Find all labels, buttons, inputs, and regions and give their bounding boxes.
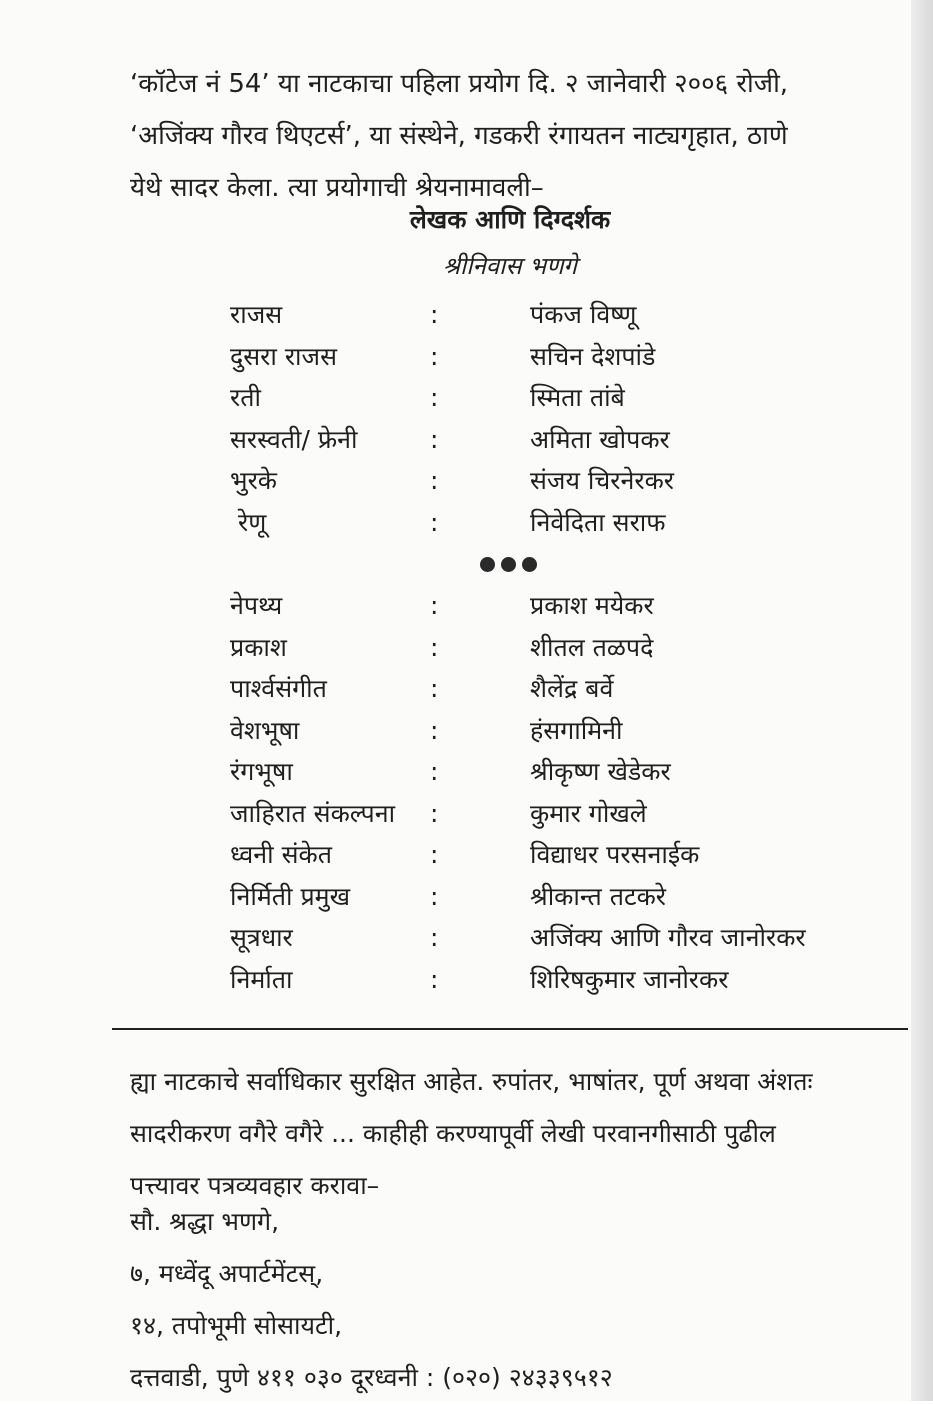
cast-row: [230, 377, 870, 419]
crew-row: [230, 917, 870, 959]
separator: :: [430, 341, 439, 371]
dot: [480, 557, 495, 572]
person-name: निवेदिता सराफ: [530, 507, 666, 537]
person-name: अमिता खोपकर: [530, 424, 670, 454]
role-label: रंगभूषा: [230, 757, 293, 786]
separator: :: [430, 840, 439, 869]
person-name: श्रीकान्त तटकरे: [530, 881, 667, 911]
person-name: पंकज विष्णू: [530, 300, 637, 329]
rights-notice: [130, 1056, 910, 1212]
dot: [522, 557, 537, 572]
crew-row: [230, 585, 870, 627]
credits-heading: लेखक आणि दिग्दर्शक: [409, 205, 611, 234]
person-name: प्रकाश मयेकर: [530, 591, 654, 620]
person-name: संजय चिरनेरकर: [530, 466, 674, 495]
role-label: निर्मिती प्रमुख: [230, 881, 351, 911]
role-label: सूत्रधार: [230, 923, 293, 952]
person-name: शिरिषकुमार जानोरकर: [530, 964, 729, 994]
role-label: निर्माता: [230, 964, 293, 994]
role-label: रती: [230, 383, 261, 412]
role-label: पार्श्वसंगीत: [230, 674, 327, 703]
address-line: ७, मध्वेंदू अपार्टमेंटस्,: [130, 1259, 324, 1288]
separator: :: [430, 383, 439, 412]
role-label: दुसरा राजस: [230, 341, 337, 371]
intro-paragraph: [130, 58, 900, 214]
role-label: ध्वनी संकेत: [230, 840, 332, 869]
role-label: जाहिरात संकल्पना: [230, 798, 396, 828]
crew-row: [230, 793, 870, 835]
separator: :: [430, 674, 439, 703]
intro-line: येथे सादर केला. त्या प्रयोगाची श्रेयनामावली–: [130, 173, 544, 203]
crew-row: [230, 959, 870, 1001]
contact-address: [130, 1196, 613, 1404]
separator: :: [430, 798, 439, 828]
intro-line: ‘अजिंक्य गौरव थिएटर्स’, या संस्थेने, गडकरी रंगायतन नाट्यगृहात, ठाणे: [130, 121, 788, 151]
rights-line: सादरीकरण वगैरे वगैरे ... काहीही करण्यापूर्वी लेखी परवानगीसाठी पुढील: [130, 1119, 776, 1148]
person-name: विद्याधर परसनाईक: [530, 840, 700, 869]
role-label: प्रकाश: [230, 632, 287, 662]
horizontal-rule: [112, 1028, 908, 1030]
rights-line: ह्या नाटकाचे सर्वाधिकार सुरक्षित आहेत. रुपांतर, भाषांतर, पूर्ण अथवा अंशतः: [130, 1067, 813, 1096]
cast-row: [230, 502, 870, 544]
director-name: श्रीनिवास भणगे: [443, 252, 577, 280]
person-name: श्रीकृष्ण खेडेकर: [530, 757, 671, 786]
address-line: १४, तपोभूमी सोसायटी,: [130, 1311, 343, 1340]
crew-row: [230, 668, 870, 710]
crew-row: [230, 710, 870, 752]
address-line: दत्तवाडी, पुणे ४११ ०३० दूरध्वनी : (०२०) २४३३९५१२: [130, 1363, 613, 1392]
separator: :: [430, 632, 439, 662]
person-name: शैलेंद्र बर्वे: [530, 674, 614, 703]
separator: :: [430, 757, 439, 786]
role-label: वेशभूषा: [230, 715, 300, 745]
cast-row: [230, 336, 870, 378]
cast-row: [230, 460, 870, 502]
separator: :: [430, 466, 439, 495]
role-label: राजस: [230, 300, 283, 329]
role-label: नेपथ्य: [230, 591, 283, 620]
section-divider-dots: [480, 557, 537, 572]
address-line: सौ. श्रद्धा भणगे,: [130, 1207, 280, 1236]
role-label: रेणू: [238, 507, 267, 537]
crew-row: [230, 627, 870, 669]
separator: :: [430, 507, 439, 537]
separator: :: [430, 881, 439, 911]
separator: :: [430, 964, 439, 994]
role-label: भुरके: [230, 466, 278, 495]
dot: [501, 557, 516, 572]
person-name: अजिंक्य आणि गौरव जानोरकर: [530, 923, 806, 952]
role-label: सरस्वती/ फ्रेनी: [230, 424, 358, 454]
separator: :: [430, 923, 439, 952]
separator: :: [430, 424, 439, 454]
separator: :: [430, 591, 439, 620]
rights-line: पत्त्यावर पत्रव्यवहार करावा–: [130, 1171, 380, 1200]
crew-list: [230, 585, 870, 1000]
person-name: सचिन देशपांडे: [530, 341, 656, 371]
crew-row: [230, 751, 870, 793]
separator: :: [430, 715, 439, 745]
person-name: शीतल तळपदे: [530, 632, 654, 662]
cast-row: [230, 294, 870, 336]
person-name: स्मिता तांबे: [530, 383, 625, 412]
cast-row: [230, 419, 870, 461]
intro-line: ‘कॉटेज नं 54’ या नाटकाचा पहिला प्रयोग दि. २ जानेवारी २००६ रोजी,: [130, 69, 789, 99]
crew-row: [230, 834, 870, 876]
crew-row: [230, 876, 870, 918]
person-name: कुमार गोखले: [530, 798, 647, 828]
separator: :: [430, 300, 439, 329]
person-name: हंसगामिनी: [530, 715, 623, 745]
cast-list: [230, 294, 870, 543]
